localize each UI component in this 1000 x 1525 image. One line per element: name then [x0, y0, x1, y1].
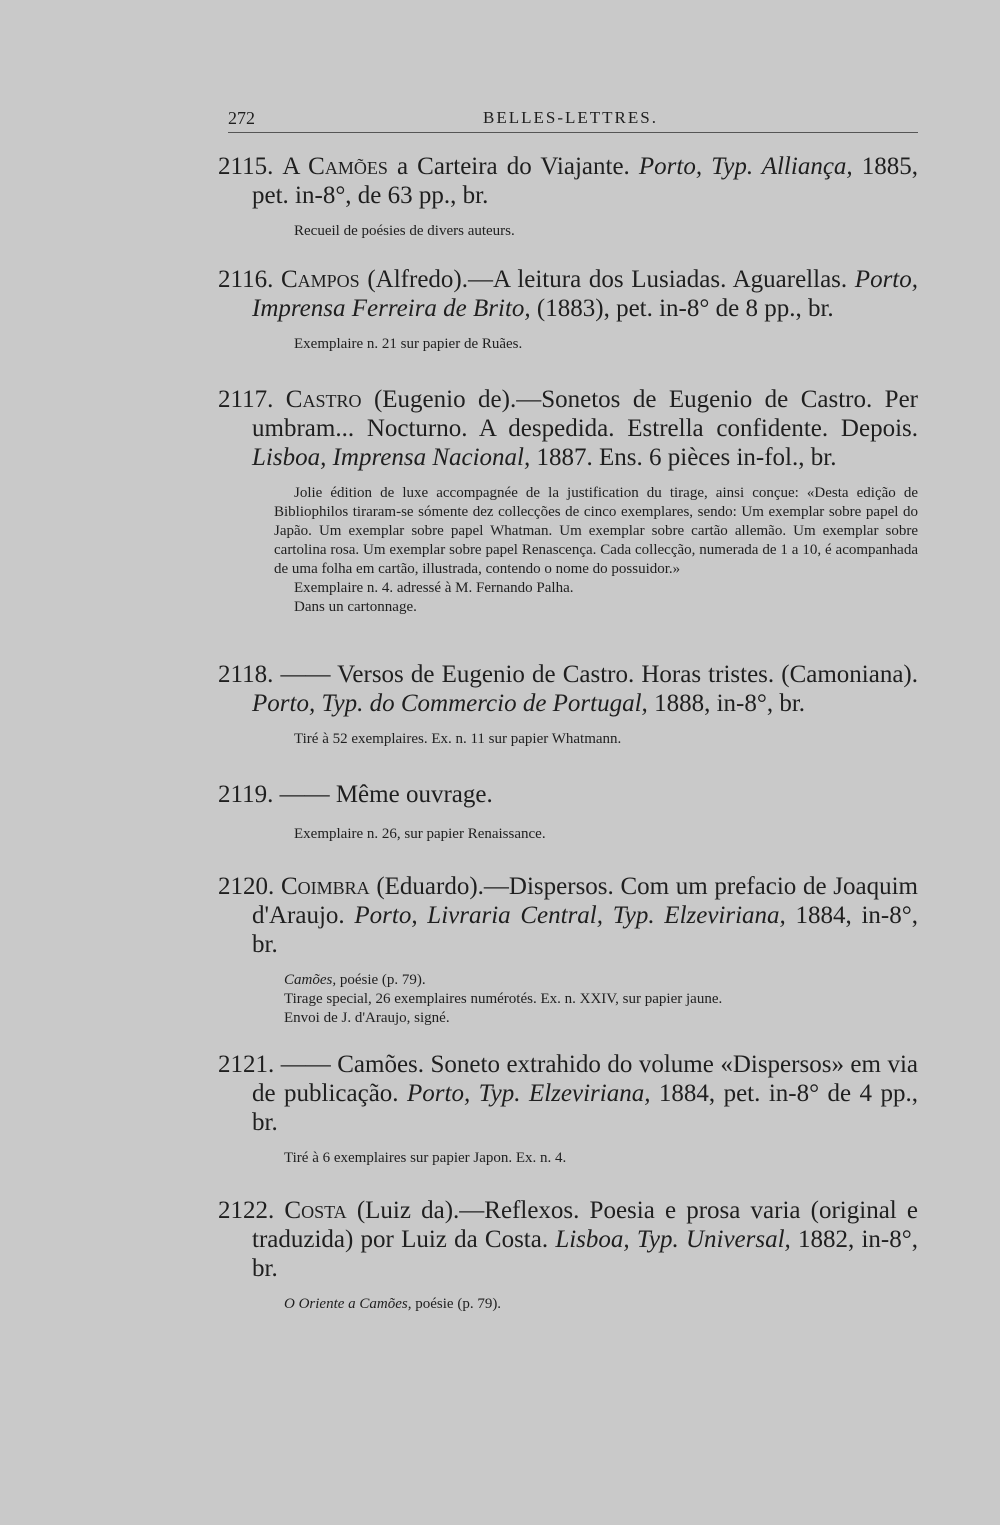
entry-number: 2119. — [218, 781, 274, 808]
entry-imprint: Lisboa, Typ. Universal, — [555, 1226, 791, 1253]
note-title: O Oriente a Camões, — [284, 1296, 412, 1312]
entry-imprint: Porto, Typ. do Commercio de Portugal, — [252, 690, 648, 717]
note-line: Tiré à 52 exemplaires. Ex. n. 11 sur papier Whatmann. — [294, 731, 622, 747]
catalog-entry-2119 — [218, 780, 918, 844]
note-text: poésie (p. 79). — [411, 1296, 502, 1312]
entry-number: 2115. — [218, 153, 274, 180]
entry-text — [218, 660, 918, 718]
entry-note — [294, 335, 918, 354]
entry-number: 2117. — [218, 386, 274, 413]
entry-title: (Eduardo).—Dispersos. Com um prefacio de Joaquim d'Araujo. — [252, 873, 919, 929]
catalog-entry-2117 — [218, 385, 918, 617]
catalog-entry-2118 — [218, 660, 918, 749]
entry-details: 1885, pet. in-8°, de 63 pp., br. — [252, 153, 919, 209]
entry-title: (Luiz da).—Reflexos. Poesia e prosa varia (original e traduzida) por Luiz da Costa. — [252, 1197, 918, 1253]
note-line: Dans un cartonnage. — [294, 599, 417, 615]
note-line — [284, 1295, 918, 1314]
note-line: Exemplaire n. 4. adressé à M. Fernando Palha. — [294, 580, 574, 596]
page-number: 272 — [228, 108, 255, 128]
entry-text — [218, 872, 918, 959]
entry-details: 1888, in-8°, br. — [647, 690, 806, 717]
entry-title: (Eugenio de).—Sonetos de Eugenio de Castro. Per umbram... Nocturno. A despedida. Estrella confidente. Depois. — [252, 386, 919, 442]
entry-title: Même ouvrage. — [329, 781, 493, 808]
entry-text — [218, 385, 918, 472]
entry-text — [218, 265, 918, 323]
entry-text — [218, 1196, 918, 1283]
entry-author: Castro — [285, 386, 362, 413]
entry-number: 2121. — [218, 1051, 275, 1078]
catalog-entry-2115 — [218, 152, 918, 241]
entry-details: 1887. Ens. 6 pièces in-fol., br. — [530, 444, 837, 471]
entry-author: —— — [280, 661, 331, 688]
entry-imprint: Porto, Livraria Central, Typ. Elzeviriana, — [354, 902, 786, 929]
entry-details: 1884, in-8°, br. — [252, 902, 918, 958]
note-text: poésie (p. 79). — [336, 972, 426, 988]
entry-author: A Camões — [282, 153, 388, 180]
entry-imprint: Porto, Typ. Elzeviriana, — [407, 1080, 651, 1107]
note-line: Tiré à 6 exemplaires sur papier Japon. Ex. n. 4. — [284, 1150, 567, 1166]
entry-note — [284, 1295, 918, 1314]
entry-details: 1882, in-8°, br. — [252, 1226, 918, 1282]
entry-text — [218, 780, 918, 809]
entry-details: 1884, pet. in-8° de 4 pp., br. — [252, 1080, 918, 1136]
entry-author: —— — [279, 781, 330, 808]
page-header — [228, 108, 918, 138]
entry-details: (1883), pet. in-8° de 8 pp., br. — [530, 295, 834, 322]
note-line: Exemplaire n. 26, sur papier Renaissance. — [294, 826, 546, 842]
entry-text — [218, 152, 918, 210]
catalog-entry-2122 — [218, 1196, 918, 1314]
entry-note — [294, 730, 918, 749]
entry-note — [294, 222, 918, 241]
entry-author: —— — [280, 1051, 331, 1078]
catalog-entry-2116 — [218, 265, 918, 354]
entry-title: (Alfredo).—A leitura dos Lusiadas. Aguarellas. — [359, 266, 855, 293]
entry-title: Camões. Soneto extrahido do volume «Dispersos» em via de publicação. — [252, 1051, 919, 1107]
entry-author: Campos — [280, 266, 360, 293]
entry-note — [274, 484, 918, 617]
catalog-entry-2121 — [218, 1050, 918, 1168]
entry-author: Costa — [284, 1197, 347, 1224]
entry-imprint: Porto, Imprensa Ferreira de Brito, — [252, 266, 918, 322]
entry-note — [294, 825, 918, 844]
entry-number: 2116. — [218, 266, 274, 293]
entry-imprint: Porto, Typ. Alliança, — [638, 153, 853, 180]
note-line: Jolie édition de luxe accompagnée de la justification du tirage, ainsi conçue: «Desta edição de Bibliophilos tiraram-se sómente dez collecções de cinco exemplares, sendo: Um exemplar sobre papel do Japão. Um exemplar sobre papel Whatman. Um exemplar sobre cartão allemão. Um exemplar sobre cartolina rosa. Um exemplar sobre papel Renascença. Cada collecção, numerada de 1 a 10, é acompanhada de uma folha em cartão, illustrada, contendo o nome do possuidor.» — [274, 485, 918, 577]
note-line: Envoi de J. d'Araujo, signé. — [284, 1010, 450, 1026]
note-title: Camões, — [284, 972, 337, 988]
note-line — [284, 971, 918, 990]
entry-title: a Carteira do Viajante. — [387, 153, 639, 180]
note-line: Tirage special, 26 exemplaires numérotés. Ex. n. XXIV, sur papier jaune. — [284, 991, 723, 1007]
entry-number: 2120. — [218, 873, 275, 900]
entry-note — [284, 1149, 918, 1168]
entry-author: Coimbra — [280, 873, 370, 900]
entry-text — [218, 1050, 918, 1137]
entry-number: 2122. — [218, 1197, 275, 1224]
entry-number: 2118. — [218, 661, 274, 688]
header-rule — [228, 132, 918, 133]
entry-note — [284, 971, 918, 1028]
entry-title: Versos de Eugenio de Castro. Horas tristes. (Camoniana). — [330, 661, 919, 688]
entry-imprint: Lisboa, Imprensa Nacional, — [252, 444, 531, 471]
catalog-entry-2120 — [218, 872, 918, 1028]
note-line: Exemplaire n. 21 sur papier de Ruães. — [294, 336, 523, 352]
note-line: Recueil de poésies de divers auteurs. — [294, 223, 515, 239]
running-head: BELLES-LETTRES. — [483, 108, 658, 127]
